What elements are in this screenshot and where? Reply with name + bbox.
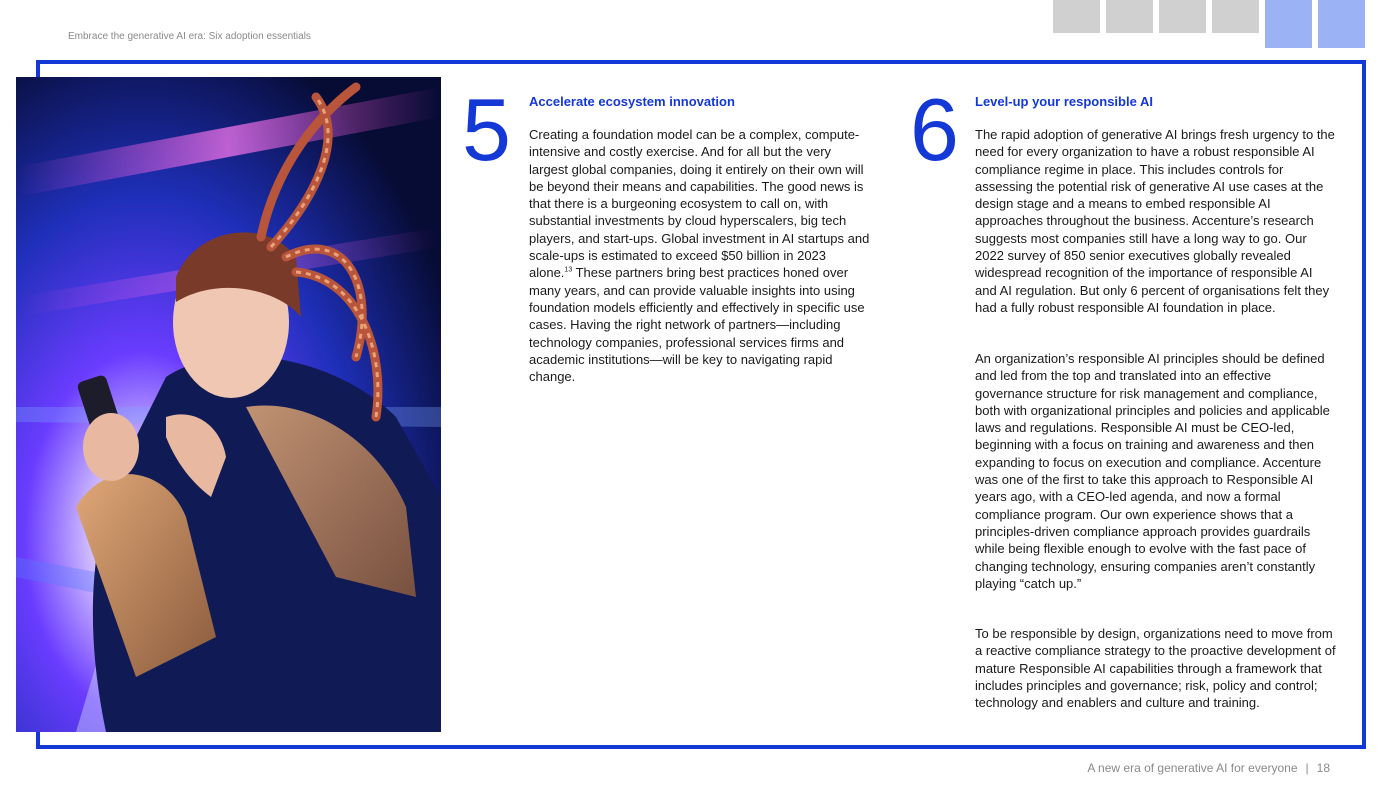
section-tab-3 bbox=[1159, 0, 1206, 33]
section-6-paragraph-1: The rapid adoption of generative AI brings fresh urgency to the need for every organization to have a robust responsible AI compliance regime in place. This includes controls for assessing the potential risk of generative AI use cases at the design stage and a means to embed responsible AI approaches throughout the business. Accenture’s research suggests most companies still have a long way to go. Our 2022 survey of 850 senior executives globally revealed widespread recognition of the importance of responsible AI and AI regulation. But only 6 percent of organisations felt they had a fully robust responsible AI foundation in place. bbox=[975, 127, 1335, 315]
running-header: Embrace the generative AI era: Six adoption essentials bbox=[68, 31, 311, 42]
section-tab-6-active bbox=[1318, 0, 1365, 48]
page-number: 18 bbox=[1316, 761, 1330, 775]
section-5-title: Accelerate ecosystem innovation bbox=[529, 94, 735, 109]
section-tab-1 bbox=[1053, 0, 1100, 33]
hero-photo bbox=[16, 77, 441, 732]
section-6-paragraph-2: An organization’s responsible AI principles should be defined and led from the top and translated into an effective governance structure for risk management and compliance, both with organizational principles and policies and applicable laws and regulations. Responsible AI must be CEO-led, beginning with a focus on training and awareness and then expanding to focus on execution and compliance. Accenture was one of the first to take this approach to Responsible AI years ago, with a CEO-led agenda, and now a formal compliance program. Our own experience shows that a principles-driven compliance approach provides guardrails while being flexible enough to evolve with the fast pace of changing technology, ensuring companies aren’t constantly playing “catch up.” bbox=[975, 351, 1330, 591]
section-5-body bbox=[529, 126, 871, 385]
section-tab-5-active bbox=[1265, 0, 1312, 48]
footer-publication-title: A new era of generative AI for everyone bbox=[1087, 761, 1298, 775]
footer-separator: | bbox=[1305, 761, 1309, 775]
section-6-title: Level-up your responsible AI bbox=[975, 94, 1153, 109]
section-number-6: 6 bbox=[910, 80, 959, 179]
section-tab-4 bbox=[1212, 0, 1259, 33]
section-6-paragraph-3: To be responsible by design, organizations need to move from a reactive compliance strategy to the proactive development of mature Responsible AI capabilities through a framework that includes principles and governance; risk, policy and control; technology and enablers and culture and training. bbox=[975, 626, 1336, 711]
photo-illustration bbox=[16, 77, 441, 732]
section-5-text-a: Creating a foundation model can be a complex, compute-intensive and costly exercise. And for all but the very largest global companies, doing it entirely on their own will be beyond their means and capabilities. The good news is that there is a burgeoning ecosystem to call on, with substantial investments by cloud hyperscalers, big tech players, and start-ups. Global investment in AI startups and scale-ups is estimated to exceed $50 billion in 2023 alone. bbox=[529, 127, 870, 281]
section-5-text-b: These partners bring best practices honed over many years, and can provide valuable insights into using foundation models efficiently and effectively in specific use cases. Having the right network of partners—including technology companies, professional services firms and academic institutions—will be key to navigating rapid change. bbox=[529, 265, 865, 385]
page-footer bbox=[1087, 761, 1330, 775]
section-tab-2 bbox=[1106, 0, 1153, 33]
section-number-5: 5 bbox=[462, 80, 511, 179]
footnote-ref-13[interactable]: 13 bbox=[564, 267, 573, 275]
